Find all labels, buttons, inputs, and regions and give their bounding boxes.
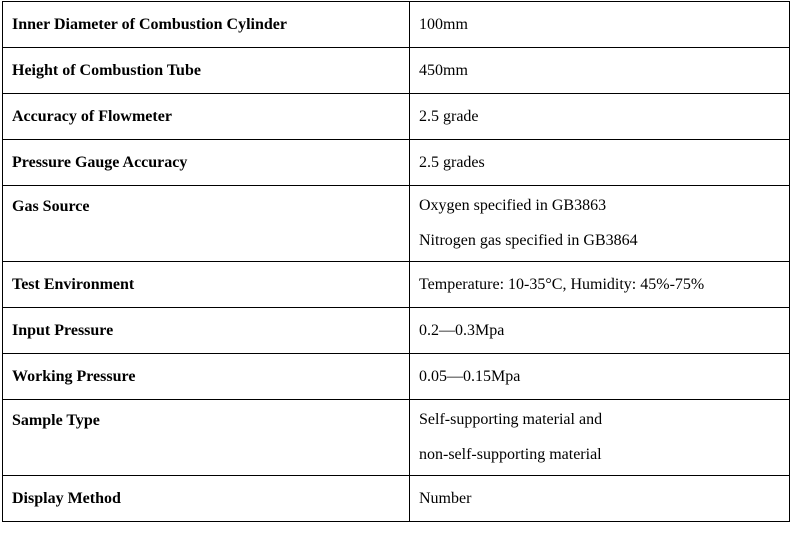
row-label: Pressure Gauge Accuracy: [12, 154, 188, 171]
row-value: 2.5 grade: [419, 108, 479, 125]
row-value-cell: [410, 262, 790, 308]
row-label-cell: [3, 140, 410, 186]
row-label: Test Environment: [12, 276, 135, 293]
row-value: 0.05—0.15Mpa: [419, 368, 521, 385]
row-label: Gas Source: [12, 198, 90, 215]
row-value-cell: [410, 354, 790, 400]
row-label-cell: [3, 48, 410, 94]
row-label-cell: [3, 354, 410, 400]
row-value: 0.2—0.3Mpa: [419, 322, 505, 339]
row-value-cell: [410, 94, 790, 140]
row-value-cell: [410, 308, 790, 354]
table-row: [3, 400, 790, 476]
table-row: [3, 262, 790, 308]
table-row: [3, 476, 790, 522]
row-value-cell: [410, 400, 790, 476]
row-label-cell: [3, 262, 410, 308]
row-label: Sample Type: [12, 412, 100, 429]
row-value: 2.5 grades: [419, 154, 485, 171]
row-value-cell: [410, 186, 790, 262]
row-label: Display Method: [12, 490, 121, 507]
table-row: [3, 140, 790, 186]
row-label: Working Pressure: [12, 368, 136, 385]
row-value-cell: [410, 48, 790, 94]
row-label: Inner Diameter of Combustion Cylinder: [12, 16, 287, 33]
row-label-cell: [3, 94, 410, 140]
row-label: Accuracy of Flowmeter: [12, 108, 172, 125]
row-label: Height of Combustion Tube: [12, 62, 201, 79]
row-label: Input Pressure: [12, 322, 114, 339]
table-row: [3, 48, 790, 94]
row-value: Number: [419, 490, 472, 507]
row-value-cell: [410, 476, 790, 522]
row-label-cell: [3, 186, 410, 262]
row-value-line: Self-supporting material and: [419, 411, 603, 428]
row-label-cell: [3, 308, 410, 354]
table-row: [3, 94, 790, 140]
row-label-cell: [3, 476, 410, 522]
table-row: [3, 308, 790, 354]
specification-table: [2, 1, 790, 522]
table-row: [3, 186, 790, 262]
row-value-cell: [410, 140, 790, 186]
row-label-cell: [3, 400, 410, 476]
row-value-line: Oxygen specified in GB3863: [419, 197, 607, 214]
row-value: 100mm: [419, 16, 468, 33]
row-label-cell: [3, 2, 410, 48]
table-row: [3, 354, 790, 400]
table-row: [3, 2, 790, 48]
row-value: Temperature: 10-35°C, Humidity: 45%-75%: [419, 276, 705, 293]
row-value-line: non-self-supporting material: [419, 446, 602, 463]
row-value: 450mm: [419, 62, 468, 79]
row-value-line: Nitrogen gas specified in GB3864: [419, 232, 638, 249]
row-value-cell: [410, 2, 790, 48]
